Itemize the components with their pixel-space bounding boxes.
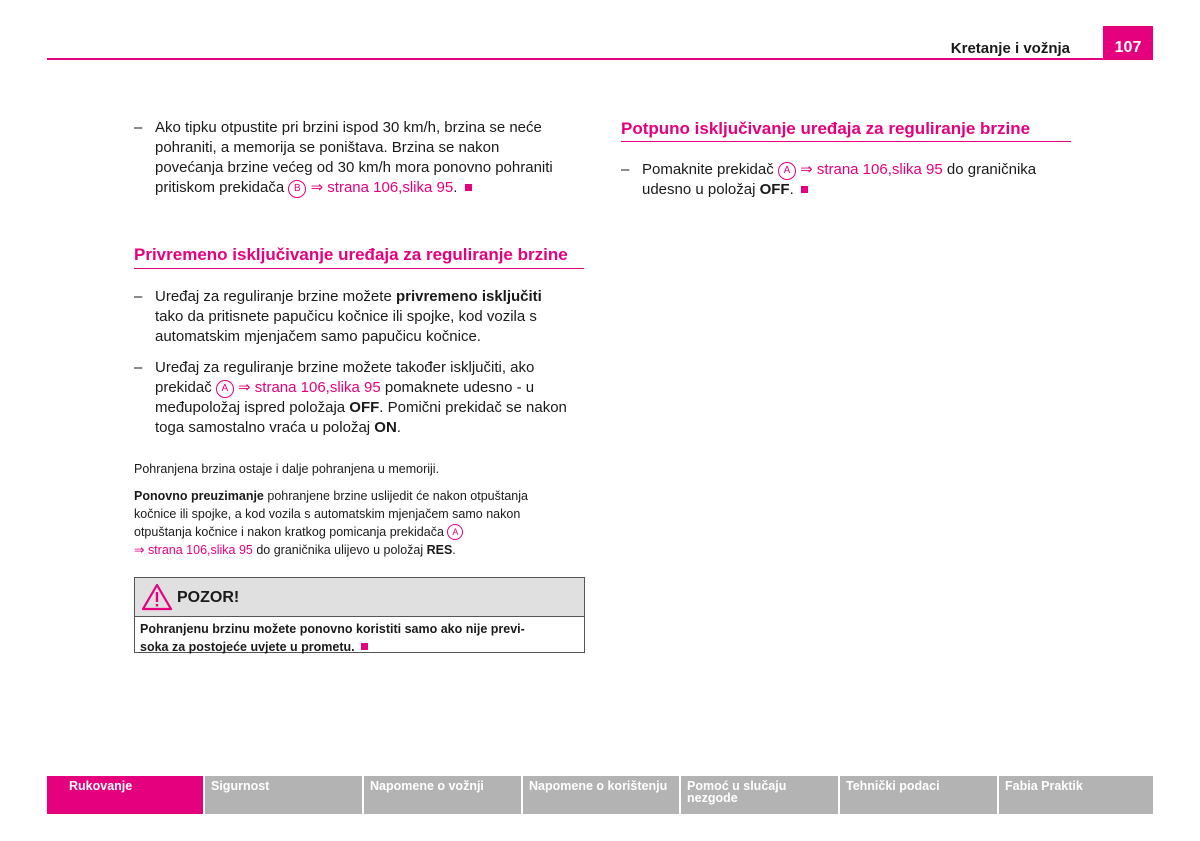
text-line: Uređaj za reguliranje brzine možete također isključiti, ako bbox=[155, 359, 535, 376]
bold-text: RES bbox=[426, 543, 453, 557]
text-fragment: toga samostalno vraća u položaj bbox=[155, 419, 375, 436]
text-fragment: pohranjene brzine uslijedit će nakon otpuštanja bbox=[263, 489, 528, 503]
text-line bbox=[642, 160, 1112, 180]
end-square-icon bbox=[465, 184, 472, 191]
section-heading: Privremeno isključivanje uređaja za reguliranje brzine bbox=[134, 245, 568, 264]
list-item bbox=[134, 358, 615, 438]
section-heading: Potpuno isključivanje uređaja za reguliranje brzine bbox=[621, 119, 1031, 138]
note-paragraph bbox=[134, 487, 594, 559]
list-dash: – bbox=[134, 288, 143, 305]
header-rule bbox=[47, 58, 1153, 60]
text-line: tako da pritisnete papučicu kočnice ili spojke, kod vozila s bbox=[155, 308, 537, 325]
text-line: povećanja brzine većeg od 30 km/h mora ponovno pohraniti bbox=[155, 159, 553, 176]
warning-box bbox=[134, 577, 585, 653]
tab-napomene-o-koristenju[interactable]: Napomene o korištenju bbox=[523, 776, 679, 814]
cross-reference-link[interactable]: ⇒ strana 106,slika 95 bbox=[310, 179, 454, 196]
end-square-icon bbox=[361, 643, 368, 650]
warning-triangle-icon bbox=[141, 583, 173, 616]
list-dash: – bbox=[621, 161, 630, 178]
text-line bbox=[155, 378, 615, 398]
text-fragment: međupoložaj ispred položaja bbox=[155, 399, 350, 416]
tab-sigurnost[interactable]: Sigurnost bbox=[205, 776, 362, 814]
text-line bbox=[155, 398, 615, 418]
text-line bbox=[134, 487, 594, 505]
note-paragraph: Pohranjena brzina ostaje i dalje pohranjena u memoriji. bbox=[134, 462, 440, 476]
text-line: pohraniti, a memorija se poništava. Brzina se nakon bbox=[155, 139, 500, 156]
tab-napomene-o-voznji[interactable]: Napomene o vožnji bbox=[364, 776, 521, 814]
running-header: Kretanje i vožnja bbox=[950, 40, 1070, 57]
text-fragment: pomaknete udesno - u bbox=[380, 379, 535, 396]
bold-text: OFF bbox=[349, 399, 380, 416]
text-fragment: Uređaj za reguliranje brzine možete bbox=[155, 288, 396, 305]
text-line bbox=[155, 418, 615, 438]
bold-text: ON bbox=[374, 419, 397, 436]
switch-marker: A bbox=[447, 524, 463, 540]
list-item bbox=[134, 287, 615, 347]
end-square-icon bbox=[801, 186, 808, 193]
list-item bbox=[621, 160, 1112, 200]
text-line bbox=[134, 541, 594, 559]
switch-marker: A bbox=[216, 380, 234, 398]
bold-text: OFF bbox=[759, 181, 790, 198]
text-fragment: otpuštanja kočnice i nakon kratkog pomicanja prekidača bbox=[134, 525, 448, 539]
text-line bbox=[155, 287, 615, 307]
tab-tehnicki-podaci[interactable]: Tehnički podaci bbox=[840, 776, 997, 814]
text-line bbox=[642, 180, 1112, 200]
bold-text: Ponovno preuzimanje bbox=[134, 489, 264, 503]
text-line bbox=[134, 523, 594, 541]
text-fragment: . bbox=[789, 181, 794, 198]
text-fragment: do graničnika ulijevo u položaj bbox=[252, 543, 427, 557]
switch-marker: B bbox=[288, 180, 306, 198]
cross-reference-link[interactable]: ⇒ strana 106,slika 95 bbox=[238, 379, 381, 396]
cross-reference-link[interactable]: ⇒ strana 106,slika 95 bbox=[800, 161, 943, 178]
text-fragment: Pomaknite prekidač bbox=[642, 161, 778, 178]
page-number: 107 bbox=[1103, 26, 1153, 60]
chapter-tabs bbox=[47, 776, 1153, 814]
text-fragment: udesno u položaj bbox=[642, 181, 760, 198]
text-line: Pohranjenu brzinu možete ponovno koristiti samo ako nije previ- bbox=[140, 622, 525, 636]
section-rule bbox=[134, 268, 584, 269]
text-fragment: . bbox=[396, 419, 401, 436]
text-line: automatskim mjenjačem samo papučicu kočnice. bbox=[155, 328, 481, 345]
text-fragment: soka za postojeće uvjete u prometu. bbox=[140, 640, 355, 654]
tab-pomoc-u-slucaju-nezgode[interactable]: Pomoć u slučaju nezgode bbox=[681, 776, 838, 814]
list-item bbox=[134, 118, 615, 198]
list-dash: – bbox=[134, 359, 143, 376]
warning-header bbox=[135, 578, 584, 617]
tab-rukovanje[interactable]: Rukovanje bbox=[47, 776, 203, 814]
text-fragment: do graničnika bbox=[942, 161, 1037, 178]
text-line bbox=[140, 638, 579, 656]
text-fragment: . bbox=[453, 179, 458, 196]
text-fragment: . Pomični prekidač se nakon bbox=[379, 399, 567, 416]
switch-marker: A bbox=[778, 162, 796, 180]
list-dash: – bbox=[134, 119, 143, 136]
text-line: Ako tipku otpustite pri brzini ispod 30 km/h, brzina se neće bbox=[155, 119, 542, 136]
text-fragment: . bbox=[452, 543, 456, 557]
bold-text: privremeno isključiti bbox=[395, 288, 542, 305]
text-fragment: pritiskom prekidača bbox=[155, 179, 289, 196]
text-line: kočnice ili spojke, a kod vozila s automatskim mjenjačem samo nakon bbox=[134, 507, 521, 521]
warning-text bbox=[135, 617, 584, 659]
tab-fabia-praktik[interactable]: Fabia Praktik bbox=[999, 776, 1153, 814]
warning-title: POZOR! bbox=[177, 589, 240, 606]
text-line bbox=[155, 178, 615, 198]
cross-reference-link[interactable]: ⇒ strana 106,slika 95 bbox=[134, 543, 253, 557]
section-rule bbox=[621, 141, 1071, 142]
text-fragment: prekidač bbox=[155, 379, 216, 396]
